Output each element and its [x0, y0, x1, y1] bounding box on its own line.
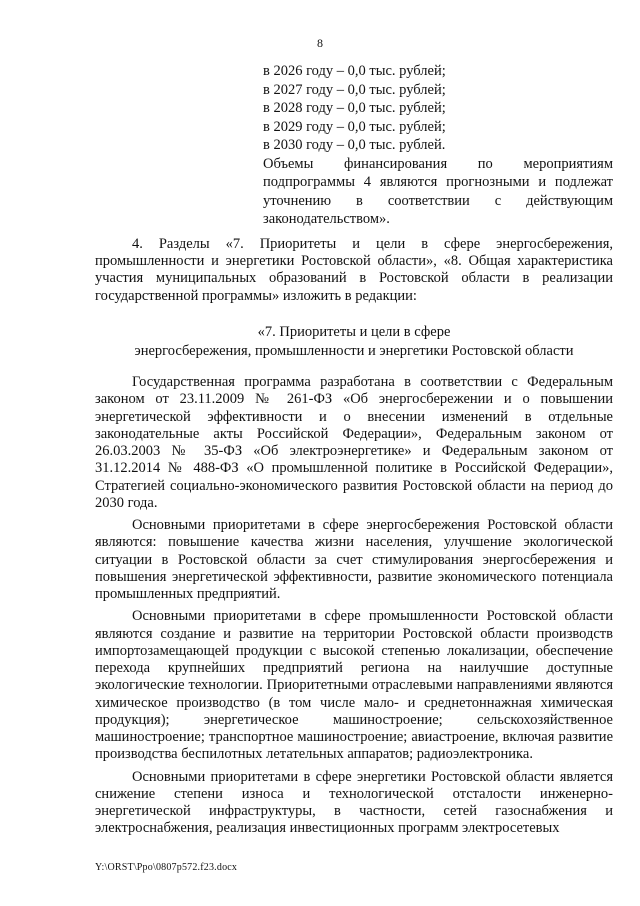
financing-line: в 2027 году – 0,0 тыс. рублей;: [263, 81, 446, 98]
section-heading-line2: энергосбережения, промышленности и энергетики Ростовской области: [134, 342, 574, 359]
section-heading: [95, 323, 613, 360]
body-paragraph: Основными приоритетами в сфере промышленности Ростовской области являются создание и развитие на территории Ростовской области производств импортозамещающей продукции с высокой степенью локализации, обеспечение перехода крупнейших предприятий региона на наилучшие доступные экологические технологии. Приоритетными отраслевыми направлениями являются химическое производство (в том числе мало- и среднетоннажная химическая продукция); энергетическое машиностроение; сельскохозяйственное машиностроение; транспортное машиностроение; авиастроение, включая развитие производства беспилотных летательных аппаратов; радиоэлектроника.: [95, 608, 613, 763]
financing-line: в 2028 году – 0,0 тыс. рублей;: [263, 100, 446, 116]
financing-line: в 2029 году – 0,0 тыс. рублей;: [263, 118, 446, 135]
file-path-footer: Y:\ORST\Ppo\0807p572.f23.docx: [95, 862, 238, 873]
section-body: [95, 374, 613, 843]
financing-block: [263, 62, 613, 229]
financing-note: Объемы финансирования по мероприятиям подпрограммы 4 являются прогнозными и подлежат уточнению в соответствии с действующим законодательством».: [263, 155, 613, 227]
body-paragraph: Основными приоритетами в сфере энергетики Ростовской области является снижение степени износа и технологической отсталости инженерно-энергетической инфраструктуры, в частности, сетей газоснабжения и электроснабжения, реализация инвестиционных программ электросетевых: [95, 768, 613, 837]
financing-line: в 2026 году – 0,0 тыс. рублей;: [263, 63, 446, 79]
section-heading-line1: «7. Приоритеты и цели в сфере: [257, 324, 451, 340]
amendment-item-4: 4. Разделы «7. Приоритеты и цели в сфере энергосбережения, промышленности и энергетики Ростовской области», «8. Общая характеристика участия муниципальных образований в Ростовской области в реализации государственной программы» изложить в редакции:: [95, 236, 613, 304]
body-paragraph: Основными приоритетами в сфере энергосбережения Ростовской области являются: повышение качества жизни населения, улучшение экологической ситуации в Ростовской области за счет стимулирования энергосбережения и повышения энергетической эффективности, развитие экономического потенциала промышленных предприятий.: [95, 517, 613, 602]
page-number: 8: [317, 36, 323, 50]
body-paragraph: Государственная программа разработана в соответствии с Федеральным законом от 23.11.2009 № 261-ФЗ «Об энергосбережении и о повышении энергетической эффективности и о внесении изменений в отдельные законодательные акты Российской Федерации», Федеральным законом от 26.03.2003 № 35-ФЗ «Об электроэнергетике» и Федеральным законом от 31.12.2014 № 488-ФЗ «О промышленной политике в Российской Федерации», Стратегией социально-экономического развития Ростовской области на период до 2030 года.: [95, 374, 613, 511]
financing-line: в 2030 году – 0,0 тыс. рублей.: [263, 137, 446, 153]
